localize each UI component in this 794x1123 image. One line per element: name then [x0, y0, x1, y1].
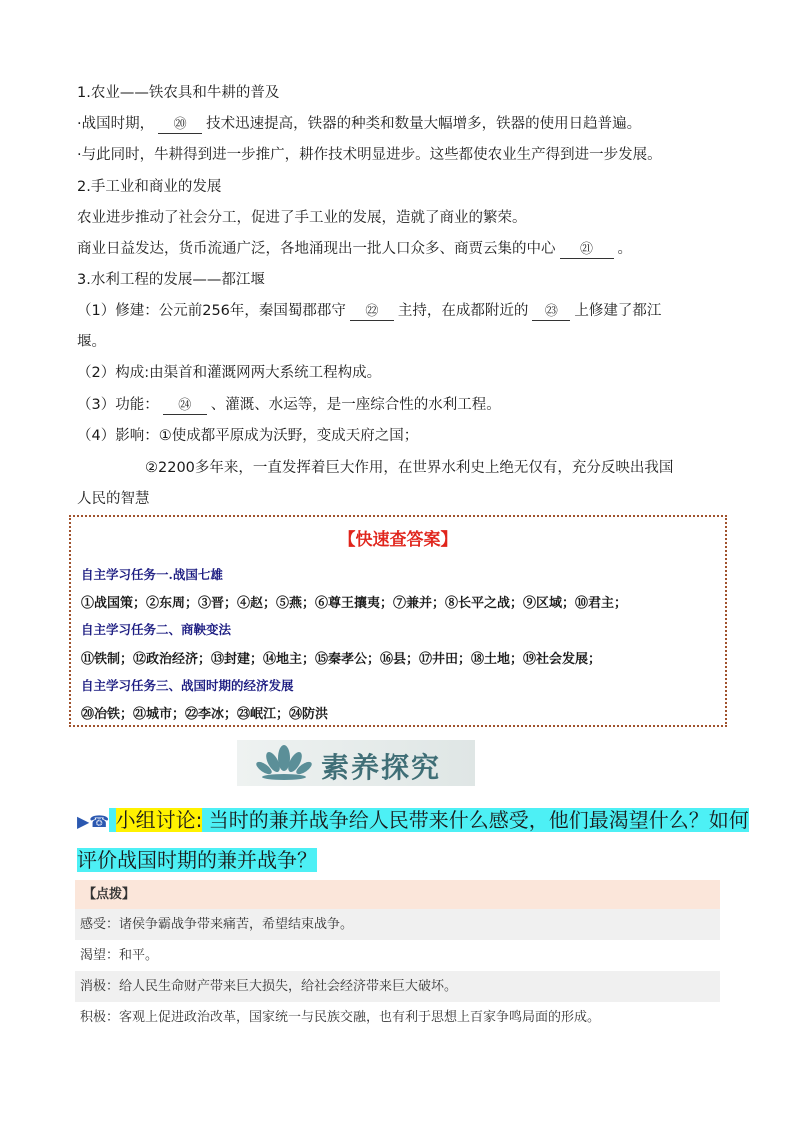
task2-title: 自主学习任务二、商鞅变法 — [81, 622, 232, 637]
heading-handicraft-commerce: 2.手工业和商业的发展 — [77, 179, 222, 195]
paragraph-construction-cont: 堰。 — [77, 334, 106, 350]
discussion-question — [77, 805, 749, 837]
text-middle: 主持，在成都附近的 — [397, 303, 529, 319]
paragraph-ox-plowing: ·与此同时，牛耕得到进一步推广，耕作技术明显进步。这些都使农业生产得到进一步发展。 — [77, 147, 662, 163]
section-banner — [237, 740, 475, 786]
blank-20: ⑳ — [158, 116, 202, 134]
text-prefix: （1）修建：公元前256年，秦国蜀郡郡守 — [77, 303, 346, 319]
blank-23: ㉓ — [532, 303, 570, 321]
blank-22: ㉒ — [350, 303, 394, 321]
task2-answers: ⑪铁制；⑫政治经济；⑬封建；⑭地主；⑮秦孝公；⑯县；⑰井田；⑱土地；⑲社会发展； — [81, 652, 602, 667]
text-suffix: 。 — [617, 241, 632, 257]
paragraph-division-of-labor: 农业进步推动了社会分工，促进了手工业的发展，造就了商业的繁荣。 — [77, 210, 527, 226]
paragraph-ironware — [77, 114, 641, 134]
text-prefix: （3）功能： — [77, 397, 159, 413]
paragraph-function — [77, 395, 501, 415]
tip-row: 消极：给人民生命财产带来巨大损失，给社会经济带来巨大破坏。 — [75, 971, 720, 1002]
text-prefix: ·战国时期， — [77, 116, 155, 132]
phone-icon: ▶☎ — [77, 812, 110, 831]
discussion-question-text-2: 评价战国时期的兼并战争？ — [77, 848, 317, 872]
paragraph-commerce — [77, 239, 632, 259]
discussion-label: 小组讨论: — [115, 808, 203, 832]
tip-row: 积极：客观上促进政治改革，国家统一与民族交融，也有利于思想上百家争鸣局面的形成。 — [80, 1010, 601, 1025]
lotus-icon — [255, 744, 313, 782]
paragraph-impact-3: 人民的智慧 — [77, 491, 150, 507]
task1-answers: ①战国策；②东周；③晋；④赵；⑤燕；⑥尊王攘夷；⑦兼并；⑧长平之战；⑨区域；⑩君主； — [81, 596, 628, 611]
discussion-question-cont — [77, 845, 317, 875]
answer-box-title: 【快速查答案】 — [338, 530, 458, 550]
tip-row: 渴望：和平。 — [80, 948, 159, 963]
discussion-question-text: 当时的兼并战争给人民带来什么感受，他们最渴望什么？如何 — [208, 808, 749, 832]
task1-title: 自主学习任务一.战国七雄 — [81, 567, 223, 582]
quick-answer-box — [69, 515, 727, 727]
paragraph-structure: （2）构成:由渠首和灌溉网两大系统工程构成。 — [77, 365, 382, 381]
text-prefix: 商业日益发达，货币流通广泛，各地涌现出一批人口众多、商贾云集的中心 — [77, 241, 556, 257]
banner-title: 素养探究 — [321, 751, 442, 784]
paragraph-impact-2: ②2200多年来，一直发挥着巨大作用，在世界水利史上绝无仅有，充分反映出我国 — [145, 460, 674, 476]
tip-heading: 【点拨】 — [75, 880, 720, 909]
tip-row: 感受：诸侯争霸战争带来痛苦，希望结束战争。 — [75, 909, 720, 940]
heading-dujiangyan: 3.水利工程的发展——都江堰 — [77, 272, 265, 288]
text-suffix: 上修建了都江 — [574, 303, 662, 319]
paragraph-impact: （4）影响：①使成都平原成为沃野，变成天府之国； — [77, 428, 419, 444]
task3-answers: ⑳冶铁；㉑城市；㉒李冰；㉓岷江；㉔防洪 — [81, 707, 329, 722]
blank-21: ㉑ — [560, 241, 614, 259]
heading-agriculture: 1.农业——铁农具和牛耕的普及 — [77, 85, 280, 101]
blank-24: ㉔ — [163, 397, 207, 415]
discussion-label-wrap — [109, 808, 748, 832]
paragraph-construction — [77, 301, 661, 321]
text-suffix: 、灌溉、水运等，是一座综合性的水利工程。 — [210, 397, 501, 413]
text-suffix: 技术迅速提高，铁器的种类和数量大幅增多，铁器的使用日趋普遍。 — [206, 116, 642, 132]
task3-title: 自主学习任务三、战国时期的经济发展 — [81, 678, 294, 693]
